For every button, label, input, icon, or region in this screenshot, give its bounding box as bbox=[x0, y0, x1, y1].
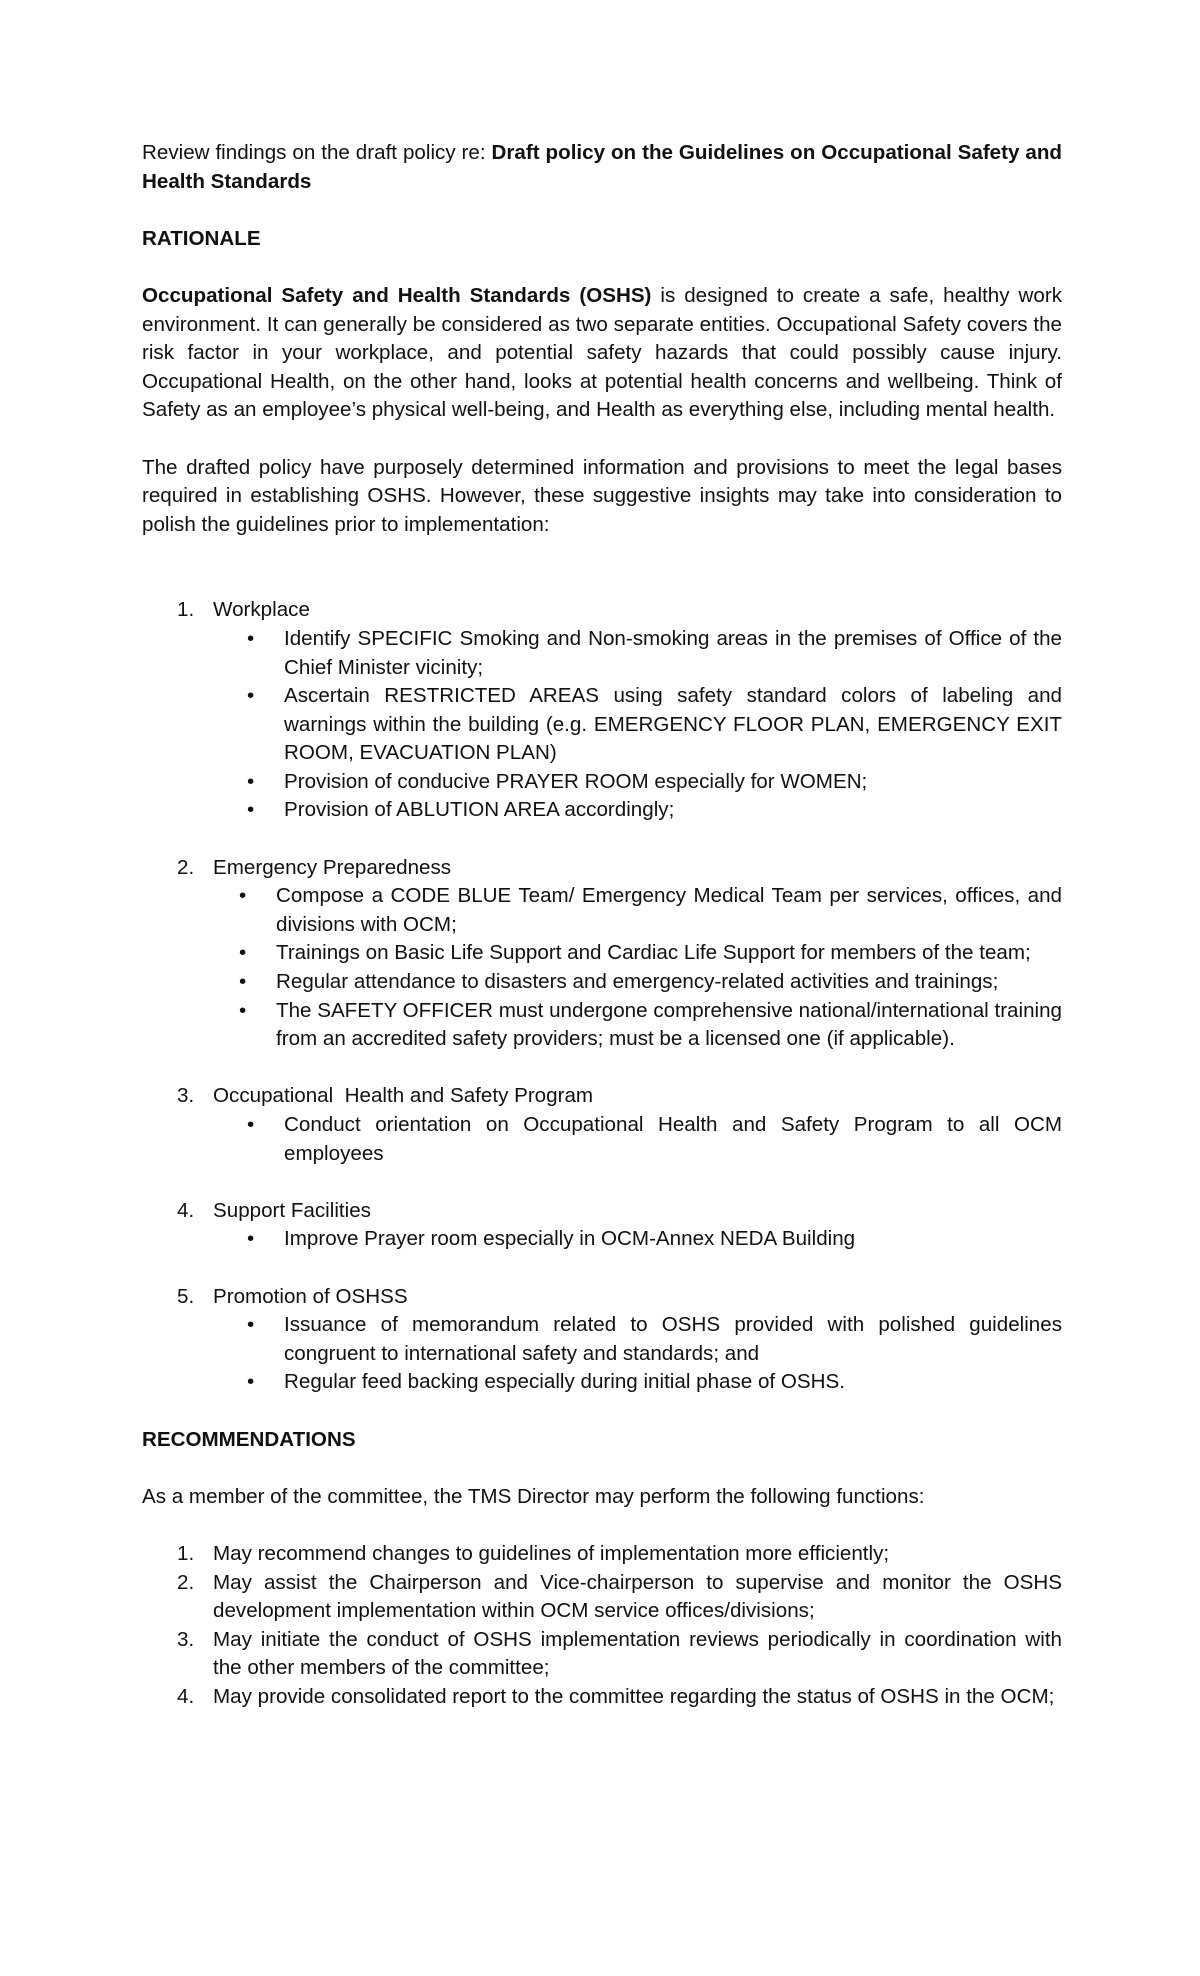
finding-item bbox=[142, 596, 1062, 853]
finding-item bbox=[142, 1283, 1062, 1397]
finding-item bbox=[142, 1197, 1062, 1283]
finding-title: Emergency Preparedness bbox=[213, 855, 452, 879]
bullet-icon: • bbox=[247, 1313, 255, 1337]
oshs-term: Occupational Safety and Health Standards (OSHS) bbox=[142, 283, 652, 307]
intro-lead: Review findings on the draft policy re: bbox=[142, 141, 492, 164]
bullet-icon: • bbox=[247, 626, 255, 650]
bullet-item: • Issuance of memorandum related to OSHS provided with polished guidelines congruent to international safety and standards; and bbox=[247, 1313, 1062, 1365]
rationale-paragraph-1: Occupational Safety and Health Standards (OSHS) is designed to create a safe, healthy work environment. It can generally be considered as two separate entities. Occupational Safety covers the risk factor in your workplace, and potential safety hazards that could possibly cause injury. Occupational Health, on the other hand, looks at potential health concerns and wellbeing. Think of Safety as an employee’s physical well-being, and Health as everything else, including mental health. bbox=[142, 283, 1062, 422]
recommendation-item: 2. May assist the Chairperson and Vice-chairperson to supervise and monitor the OSHS development implementation within OCM service offices/divisions; bbox=[177, 1570, 1062, 1623]
bullet-item: • The SAFETY OFFICER must undergone comprehensive national/international training from an accredited safety providers; must be a licensed one (if applicable). bbox=[239, 998, 1063, 1051]
bullet-icon: • bbox=[247, 1227, 255, 1251]
bullet-item: • Provision of conducive PRAYER ROOM especially for WOMEN; bbox=[142, 768, 1062, 797]
document-page bbox=[142, 139, 1062, 1711]
findings-list bbox=[142, 596, 1062, 1397]
finding-number: 5. bbox=[177, 1284, 195, 1308]
recommendation-number: 3. bbox=[177, 1627, 195, 1651]
bullet-icon: • bbox=[247, 1113, 255, 1136]
bullet-item: • Trainings on Basic Life Support and Cardiac Life Support for members of the team; bbox=[142, 939, 1062, 968]
recommendation-item: 1. May recommend changes to guidelines of implementation more efficiently; bbox=[142, 1540, 1062, 1569]
bullet-icon: • bbox=[247, 684, 255, 708]
bullet-item: • Conduct orientation on Occupational Health and Safety Program to all OCM employees bbox=[247, 1113, 1062, 1165]
finding-number: 3. bbox=[177, 1084, 195, 1108]
finding-bullets bbox=[142, 625, 1062, 825]
finding-number: 1. bbox=[177, 598, 195, 622]
recommendation-number: 2. bbox=[177, 1570, 195, 1594]
finding-title: Promotion of OSHSS bbox=[213, 1284, 408, 1308]
finding-title: Workplace bbox=[213, 598, 310, 622]
intro-line bbox=[142, 139, 1062, 196]
bullet-icon: • bbox=[239, 941, 247, 965]
finding-bullets bbox=[142, 1311, 1062, 1397]
bullet-icon: • bbox=[239, 970, 247, 994]
recommendation-item: 3. May initiate the conduct of OSHS implementation reviews periodically in coordination with the other members of the committee; bbox=[177, 1627, 1062, 1680]
rationale-heading: RATIONALE bbox=[142, 226, 261, 250]
bullet-icon: • bbox=[247, 798, 255, 822]
finding-title: Occupational Health and Safety Program bbox=[213, 1084, 594, 1108]
bullet-icon: • bbox=[239, 884, 247, 908]
finding-number: 4. bbox=[177, 1198, 195, 1222]
bullet-item: • Ascertain RESTRICTED AREAS using safety standard colors of labeling and warnings within the building (e.g. EMERGENCY FLOOR PLAN, EMERGENCY EXIT ROOM, EVACUATION PLAN) bbox=[247, 684, 1062, 765]
finding-bullets bbox=[142, 882, 1062, 1054]
recommendations-intro: As a member of the committee, the TMS Director may perform the following functions: bbox=[142, 1484, 925, 1508]
recommendation-item: 4. May provide consolidated report to the committee regarding the status of OSHS in the OCM; bbox=[142, 1683, 1062, 1712]
finding-item bbox=[142, 1082, 1062, 1196]
recommendations-list bbox=[142, 1540, 1062, 1712]
finding-bullets bbox=[142, 1111, 1062, 1168]
bullet-item: • Improve Prayer room especially in OCM-Annex NEDA Building bbox=[142, 1225, 1062, 1254]
bullet-item: • Identify SPECIFIC Smoking and Non-smoking areas in the premises of Office of the Chief Minister vicinity; bbox=[247, 626, 1062, 679]
finding-bullets bbox=[142, 1225, 1062, 1254]
recommendations-heading: RECOMMENDATIONS bbox=[142, 1427, 356, 1451]
bullet-item: • Regular attendance to disasters and emergency-related activities and trainings; bbox=[142, 968, 1062, 997]
rationale-paragraph-2: The drafted policy have purposely determined information and provisions to meet the legal bases required in establishing OSHS. However, these suggestive insights may take into consideration to polish the guidelines prior to implementation: bbox=[142, 455, 1062, 536]
bullet-icon: • bbox=[247, 769, 255, 793]
bullet-icon: • bbox=[247, 1370, 255, 1394]
policy-title: Draft policy on the Guidelines on Occupational Safety and Health Standards bbox=[142, 141, 1062, 193]
bullet-icon: • bbox=[239, 998, 247, 1022]
finding-title: Support Facilities bbox=[213, 1198, 371, 1222]
recommendation-number: 4. bbox=[177, 1684, 195, 1708]
finding-item bbox=[142, 854, 1062, 1083]
finding-number: 2. bbox=[177, 855, 195, 879]
recommendation-number: 1. bbox=[177, 1541, 195, 1565]
bullet-item: • Compose a CODE BLUE Team/ Emergency Medical Team per services, offices, and divisions with OCM; bbox=[239, 884, 1062, 936]
bullet-item: • Provision of ABLUTION AREA accordingly; bbox=[142, 796, 1062, 825]
bullet-item: • Regular feed backing especially during initial phase of OSHS. bbox=[142, 1368, 1062, 1397]
